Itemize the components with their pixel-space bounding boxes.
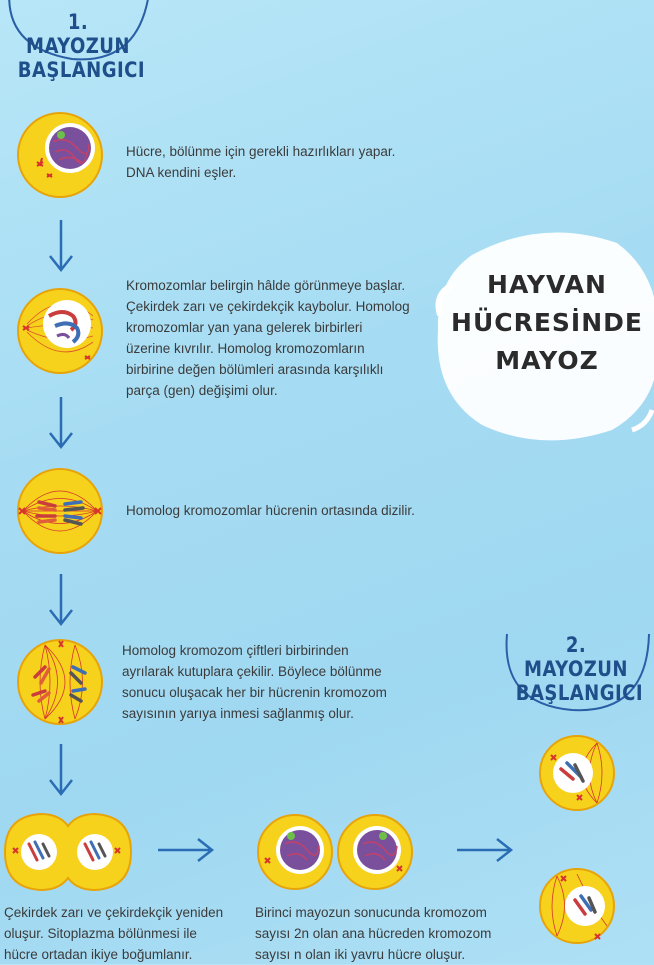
arrow-down-4: [46, 742, 76, 797]
arrow-down-2: [46, 395, 76, 450]
cell-telophase: [3, 812, 133, 892]
step5-line3: hücre ortadan ikiye boğumlanır.: [4, 947, 193, 962]
step6-line1: Birinci mayozun sonucunda kromozom: [255, 905, 487, 920]
step1-line1: Hücre, bölünme için gerekli hazırlıkları yapar.: [126, 144, 396, 159]
step-description-2: [126, 275, 436, 401]
step2-line2: Çekirdek zarı ve çekirdekçik kaybolur. Homolog: [126, 299, 410, 314]
daughter-cell-right: [335, 812, 415, 892]
arrow-down-1: [46, 218, 76, 273]
stage1-heading-line1: 1. MAYOZUN: [26, 10, 130, 58]
step-description-4: [122, 640, 432, 724]
step5-line2: oluşur. Sitoplazma bölünmesi ile: [4, 926, 197, 941]
step4-line3: sonucu oluşacak her bir hücrenin kromozom: [122, 685, 387, 700]
arrow-down-3: [46, 572, 76, 627]
title-line3: MAYOZ: [495, 346, 599, 375]
meiosis2-cell-top: [537, 733, 617, 813]
step-description-5: [4, 902, 244, 965]
title-line2: HÜCRESİNDE: [451, 308, 643, 337]
title-line1: HAYVAN: [487, 270, 607, 299]
step4-line4: sayısının yarıya inmesi sağlanmış olur.: [122, 706, 354, 721]
cell-prophase: [15, 286, 105, 376]
step-description-3: [126, 500, 456, 521]
stage1-heading: [17, 10, 145, 82]
cell-anaphase: [15, 637, 105, 727]
daughter-cell-left: [255, 812, 335, 892]
step4-line1: Homolog kromozom çiftleri birbirinden: [122, 643, 349, 658]
cell-interphase: [15, 110, 105, 200]
stage1-heading-line2: BAŞLANGICI: [17, 58, 145, 82]
step3-line1: Homolog kromozomlar hücrenin ortasında dizilir.: [126, 503, 415, 518]
step2-line5: birbirine değen bölümleri arasında karşılıklı: [126, 362, 384, 377]
step2-line1: Kromozomlar belirgin hâlde görünmeye başlar.: [126, 278, 406, 293]
step-description-6: [255, 902, 515, 965]
stage2-heading: [515, 633, 643, 705]
arrow-right-1: [156, 835, 216, 865]
stage2-heading-line2: BAŞLANGICI: [515, 681, 643, 705]
meiosis2-cell-bottom: [537, 866, 617, 946]
step-description-1: [126, 141, 426, 183]
step1-line2: DNA kendini eşler.: [126, 165, 237, 180]
stage2-heading-line1: 2. MAYOZUN: [524, 633, 628, 681]
arrow-right-2: [455, 835, 515, 865]
step6-line3: sayısı n olan iki yavru hücre oluşur.: [255, 947, 466, 962]
step2-line6: parça (gen) değişimi olur.: [126, 383, 278, 398]
step6-line2: sayısı 2n olan ana hücreden kromozom: [255, 926, 492, 941]
step5-line1: Çekirdek zarı ve çekirdekçik yeniden: [4, 905, 224, 920]
step4-line2: ayrılarak kutuplara çekilir. Böylece bölünme: [122, 664, 382, 679]
cell-metaphase: [15, 466, 105, 556]
page-title: [437, 266, 654, 380]
step2-line3: kromozomlar yan yana gelerek birbirleri: [126, 320, 363, 335]
step2-line4: üzerine kıvrılır. Homolog kromozomların: [126, 341, 365, 356]
